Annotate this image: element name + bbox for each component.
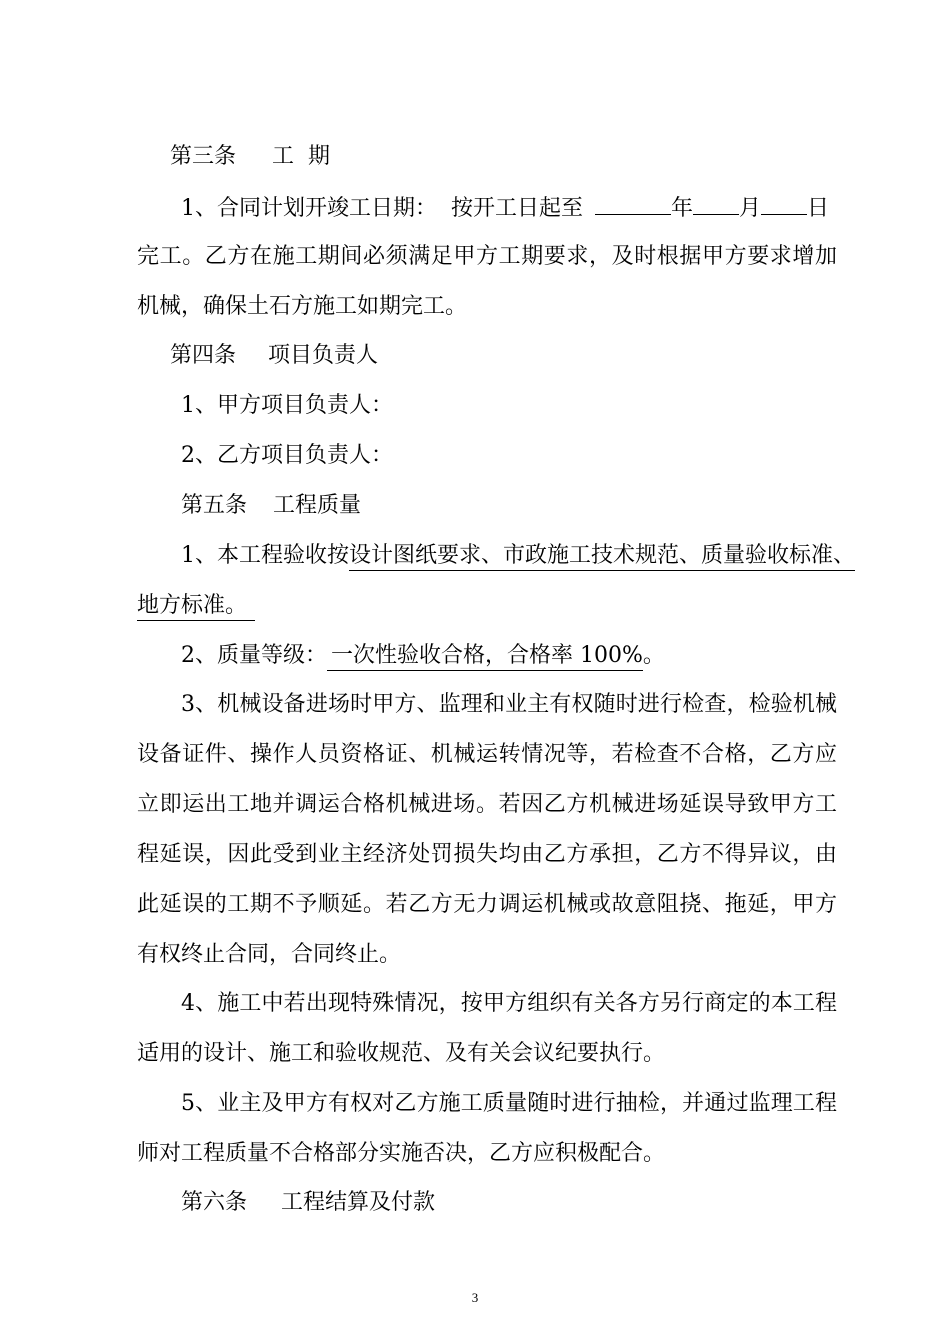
article5-item4-line2: 适用的设计、施工和验收规范、及有关会议纪要执行。 xyxy=(137,1041,666,1066)
article5-item2-prefix: 2、质量等级： xyxy=(181,643,327,668)
article6-heading-title: 工程结算及付款 xyxy=(281,1190,436,1215)
article5-item2-filled: 一次性验收合格，合格率 100% xyxy=(327,643,643,671)
article5-item4-line1: 4、施工中若出现特殊情况，按甲方组织有关各方另行商定的本工程 xyxy=(181,991,837,1016)
article3-item1-line3: 机械，确保土石方施工如期完工。 xyxy=(137,294,468,319)
article5-item1-line2 xyxy=(137,591,837,621)
month-blank xyxy=(693,192,739,215)
article4-item2: 2、乙方项目负责人： xyxy=(181,443,393,468)
page-number: 3 xyxy=(471,1290,479,1305)
article5-item3-line3: 立即运出工地并调运合格机械进场。若因乙方机械进场延误导致甲方工 xyxy=(137,792,837,817)
article5-item3-line2: 设备证件、操作人员资格证、机械运转情况等，若检查不合格，乙方应 xyxy=(137,742,837,767)
article5-heading xyxy=(181,491,837,521)
article5-item5-line2: 师对工程质量不合格部分实施否决，乙方应积极配合。 xyxy=(137,1141,666,1166)
article5-heading-title: 工程质量 xyxy=(273,493,362,518)
day-blank xyxy=(761,192,807,215)
article4-heading xyxy=(170,341,870,371)
year-label: 年 xyxy=(671,196,694,221)
article4-heading-number: 第四条 xyxy=(170,343,237,368)
article5-item5-line1: 5、业主及甲方有权对乙方施工质量随时进行抽检，并通过监理工程 xyxy=(181,1091,837,1116)
article3-item1 xyxy=(181,192,837,224)
article6-heading xyxy=(181,1188,837,1218)
article5-item1-filled: 设计图纸要求、市政施工技术规范、质量验收标准、 xyxy=(349,543,855,571)
article3-heading-title: 工 期 xyxy=(272,144,331,169)
article4-heading-title: 项目负责人 xyxy=(268,343,379,368)
article5-heading-number: 第五条 xyxy=(181,493,248,518)
article3-item1-line2: 完工。乙方在施工期间必须满足甲方工期要求，及时根据甲方要求增加 xyxy=(137,244,837,269)
article3-item1-text: 1、合同计划开竣工日期： 按开工日起至 xyxy=(181,196,583,221)
article5-item1-filled-2: 地方标准。 xyxy=(137,593,255,621)
article3-heading-number: 第三条 xyxy=(170,144,237,169)
article5-item3-line5: 此延误的工期不予顺延。若乙方无力调运机械或故意阻挠、拖延，甲方 xyxy=(137,892,837,917)
article4-item1: 1、甲方项目负责人： xyxy=(181,393,393,418)
day-label: 日 xyxy=(807,196,830,221)
article3-heading xyxy=(170,142,870,172)
article5-item3-line4: 程延误，因此受到业主经济处罚损失均由乙方承担，乙方不得异议，由 xyxy=(137,842,837,867)
article6-heading-number: 第六条 xyxy=(181,1190,248,1215)
month-label: 月 xyxy=(739,196,762,221)
article5-item2-end: 。 xyxy=(642,643,665,668)
article5-item1 xyxy=(181,541,856,571)
article5-item1-prefix: 1、本工程验收按 xyxy=(181,543,349,568)
year-blank xyxy=(595,192,671,215)
article5-item2 xyxy=(181,641,837,671)
article5-item3-line6: 有权终止合同，合同终止。 xyxy=(137,942,402,967)
article5-item3-line1: 3、机械设备进场时甲方、监理和业主有权随时进行检查，检验机械 xyxy=(181,692,837,717)
